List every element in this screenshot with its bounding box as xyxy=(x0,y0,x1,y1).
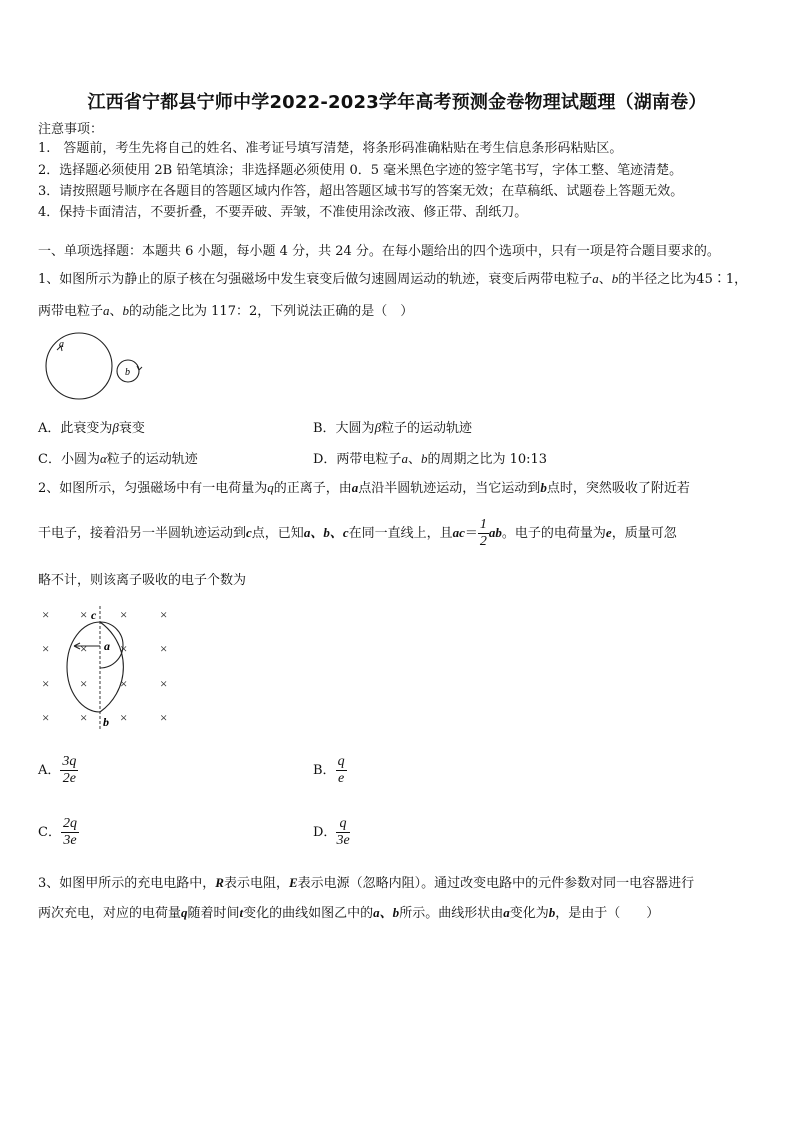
svg-text:×: × xyxy=(160,710,168,725)
q1-fig-label-b: b xyxy=(125,367,130,378)
q3-line-2: 两次充电，对应的电荷量q随着时间t变化的曲线如图乙中的a、b所示。曲线形状由a变化为b，是由于（ ） xyxy=(38,905,660,921)
q2-line-1: 2、如图所示，匀强磁场中有一电荷量为q的正离子，由a点沿半圆轨迹运动，当它运动到b点时，突然吸收了附近若 xyxy=(38,480,690,496)
section-heading: 一、单项选择题：本题共 6 小题，每小题 4 分，共 24 分。在每小题给出的四个选项中，只有一项是符合题目要求的。 xyxy=(38,244,720,259)
notice-heading: 注意事项： xyxy=(38,122,104,137)
svg-text:×: × xyxy=(120,710,128,725)
svg-text:×: × xyxy=(42,641,50,656)
q2-fig-label-a: a xyxy=(104,639,110,653)
q1-fig-label-a: a xyxy=(59,339,64,350)
notice-item-3: 3．请按照题号顺序在各题目的答题区域内作答，超出答题区域书写的答案无效；在草稿纸、试题卷上答题无效。 xyxy=(38,184,684,199)
svg-text:×: × xyxy=(160,641,168,656)
notice-item-4: 4．保持卡面清洁，不要折叠，不要弄破、弄皱，不准使用涂改液、修正带、刮纸刀。 xyxy=(38,205,528,220)
q2-fig-label-b: b xyxy=(103,715,109,729)
svg-text:×: × xyxy=(120,641,128,656)
svg-text:×: × xyxy=(120,607,128,622)
svg-text:×: × xyxy=(120,676,128,691)
q1-line-1: 1、如图所示为静止的原子核在匀强磁场中发生衰变后做匀速圆周运动的轨迹，衰变后两带电粒子a、b的半径之比为45∶1， xyxy=(38,271,748,287)
q1-option-b: B．大圆为β粒子的运动轨迹 xyxy=(313,420,473,436)
q1-line-2: 两带电粒子a、b的动能之比为 117：2，下列说法正确的是（ ） xyxy=(38,303,414,319)
svg-text:×: × xyxy=(160,607,168,622)
q2-line-2: 干电子，接着沿另一半圆轨迹运动到c点，已知a、b、c在同一直线上，且ac＝ $\frac{1}{2}$ ab。电子的电荷量为e，质量可忽 xyxy=(38,517,677,549)
svg-text:×: × xyxy=(80,641,88,656)
q2-fraction-half: $\frac{1}{2}$ xyxy=(479,517,487,549)
q2-line-3: 略不计，则该离子吸收的电子个数为 xyxy=(38,573,247,588)
q2-option-d: D． $\frac{q}{3e}$ xyxy=(313,816,350,848)
svg-text:×: × xyxy=(80,710,88,725)
q2-option-b: B． $\frac{q}{e}$ xyxy=(313,754,345,786)
q1-option-a: A．此衰变为β衰变 xyxy=(38,420,145,436)
q1-option-d: D．两带电粒子a、b的周期之比为 10:13 xyxy=(313,451,548,467)
svg-text:×: × xyxy=(80,607,88,622)
q2-option-c: C． $\frac{2q}{3e}$ xyxy=(38,816,77,848)
notice-item-2: 2．选择题必须使用 2B 铅笔填涂；非选择题必须使用 0．5 毫米黑色字迹的签字笔书写，字体工整、笔迹清楚。 xyxy=(38,163,683,178)
q3-line-1: 3、如图甲所示的充电电路中，R表示电阻，E表示电源（忽略内阻）。通过改变电路中的元件参数对同一电容器进行 xyxy=(38,875,695,891)
svg-text:×: × xyxy=(42,676,50,691)
q2-fig-label-c: c xyxy=(91,608,97,622)
q2-option-a: A． $\frac{3q}{2e}$ xyxy=(38,754,77,786)
svg-text:×: × xyxy=(42,710,50,725)
svg-text:×: × xyxy=(160,676,168,691)
q1-option-c: C．小圆为α粒子的运动轨迹 xyxy=(38,451,198,467)
svg-text:×: × xyxy=(80,676,88,691)
page-title: 江西省宁都县宁师中学2022-2023学年高考预测金卷物理试题理（湖南卷） xyxy=(87,92,707,113)
svg-text:×: × xyxy=(42,607,50,622)
q2-figure-magnetic-field xyxy=(34,602,174,732)
q1-figure-circles xyxy=(40,328,160,404)
notice-item-1: 1. 答题前，考生先将自己的姓名、准考证号填写清楚，将条形码准确粘贴在考生信息条形码粘贴区。 xyxy=(38,141,623,156)
